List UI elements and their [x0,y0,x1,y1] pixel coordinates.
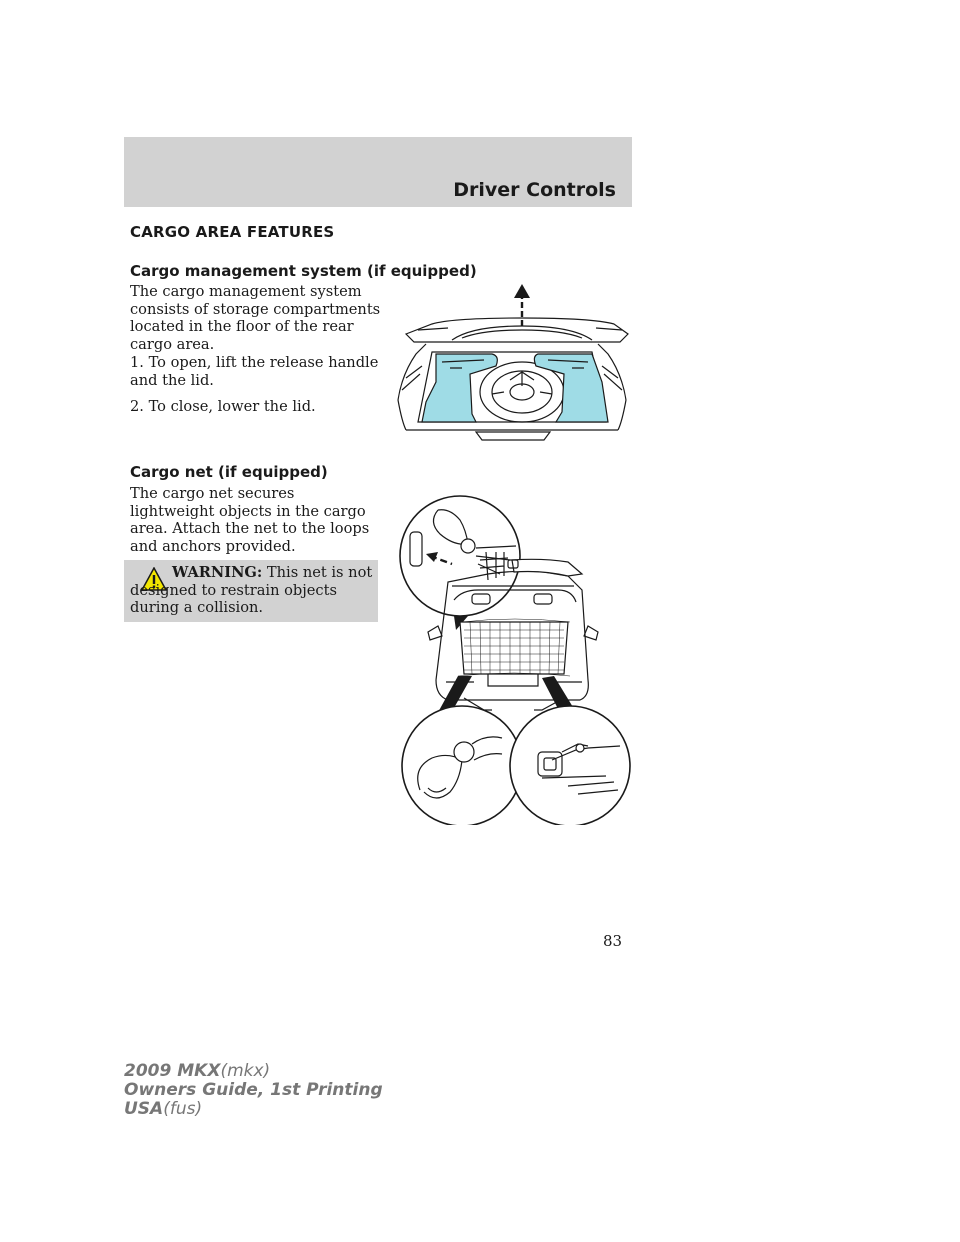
footer [124,1062,383,1119]
warning-message: This net is not designed to restrain objects during a collision. [130,564,373,616]
warning-label: WARNING: [172,564,263,581]
open-step: 1. To open, lift the release handle and the lid. [130,354,379,389]
footer-guide: Owners Guide, 1st Printing [124,1080,383,1100]
footer-region-code: (fus) [163,1099,203,1119]
warning-text [130,564,374,617]
warning-box [124,560,378,622]
close-step: 2. To close, lower the lid. [130,398,316,415]
section-title: Driver Controls [453,179,616,201]
footer-model: 2009 MKX [124,1061,221,1081]
page-number: 83 [603,932,623,950]
cargo-management-intro: The cargo management system consists of storage compartments located in the floor of the rear cargo area. [130,283,381,353]
cargo-net-intro: The cargo net secures lightweight objects in the cargo area. Attach the net to the loops and anchors provided. [130,485,370,555]
cargo-storage-illustration [392,282,632,442]
cargo-net-heading: Cargo net (if equipped) [130,463,328,481]
cargo-management-heading: Cargo management system (if equipped) [130,262,477,280]
footer-region: USA [124,1099,164,1119]
footer-model-line [124,1062,383,1081]
section-header [124,137,632,207]
footer-guide-line [124,1081,383,1100]
page-heading: CARGO AREA FEATURES [130,223,335,241]
footer-region-line [124,1100,383,1119]
cargo-net-illustration [392,490,638,825]
footer-model-code: (mkx) [220,1061,271,1081]
